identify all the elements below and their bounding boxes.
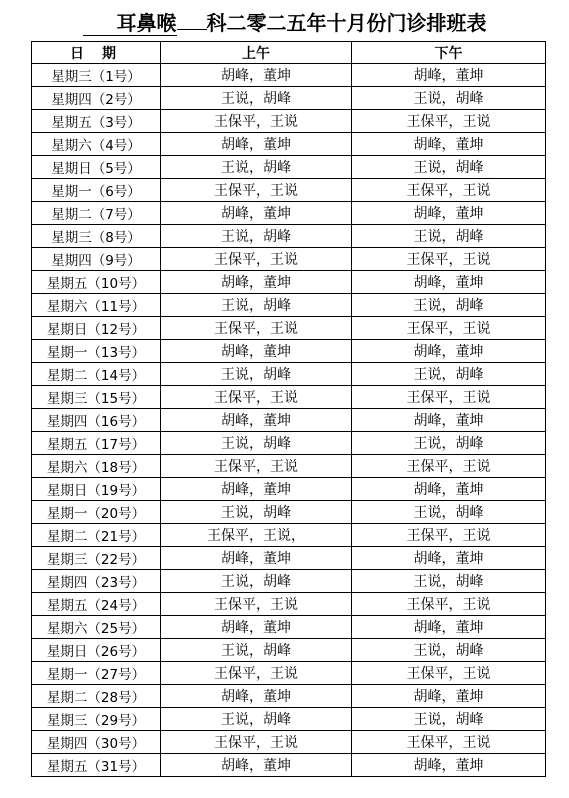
title-department-blank bbox=[177, 29, 207, 30]
table-row bbox=[32, 501, 546, 524]
table-row bbox=[32, 708, 546, 731]
table-row bbox=[32, 639, 546, 662]
table-row bbox=[32, 271, 546, 294]
date-cell: 星期四（9号） bbox=[32, 248, 161, 271]
table-row bbox=[32, 294, 546, 317]
table-row bbox=[32, 547, 546, 570]
morning-cell: 王保平，王说 bbox=[161, 731, 352, 754]
afternoon-cell: 王保平，王说 bbox=[352, 662, 546, 685]
date-cell: 星期三（15号） bbox=[32, 386, 161, 409]
morning-cell: 王保平，王说， bbox=[161, 524, 352, 547]
date-cell: 星期四（2号） bbox=[32, 87, 161, 110]
date-cell: 星期四（30号） bbox=[32, 731, 161, 754]
morning-cell: 王说，胡峰 bbox=[161, 156, 352, 179]
column-header-afternoon: 下午 bbox=[352, 42, 546, 64]
morning-cell: 王说，胡峰 bbox=[161, 225, 352, 248]
morning-cell: 王说，胡峰 bbox=[161, 708, 352, 731]
afternoon-cell: 胡峰，董坤 bbox=[352, 547, 546, 570]
morning-cell: 王保平，王说 bbox=[161, 248, 352, 271]
title-department-text: 耳鼻喉 bbox=[116, 11, 177, 35]
morning-cell: 王保平，王说 bbox=[161, 110, 352, 133]
morning-cell: 胡峰，董坤 bbox=[161, 133, 352, 156]
afternoon-cell: 胡峰，董坤 bbox=[352, 685, 546, 708]
table-row bbox=[32, 110, 546, 133]
table-row bbox=[32, 202, 546, 225]
date-cell: 星期四（16号） bbox=[32, 409, 161, 432]
date-cell: 星期二（21号） bbox=[32, 524, 161, 547]
afternoon-cell: 胡峰，董坤 bbox=[352, 340, 546, 363]
afternoon-cell: 胡峰，董坤 bbox=[352, 478, 546, 501]
morning-cell: 胡峰，董坤 bbox=[161, 64, 352, 87]
date-cell: 星期六（18号） bbox=[32, 455, 161, 478]
afternoon-cell: 王说，胡峰 bbox=[352, 570, 546, 593]
table-row bbox=[32, 64, 546, 87]
afternoon-cell: 王保平，王说 bbox=[352, 386, 546, 409]
table-row bbox=[32, 156, 546, 179]
afternoon-cell: 王保平，王说 bbox=[352, 317, 546, 340]
afternoon-cell: 胡峰，董坤 bbox=[352, 133, 546, 156]
afternoon-cell: 王保平，王说 bbox=[352, 455, 546, 478]
date-cell: 星期三（29号） bbox=[32, 708, 161, 731]
date-cell: 星期四（23号） bbox=[32, 570, 161, 593]
afternoon-cell: 王保平，王说 bbox=[352, 593, 546, 616]
date-cell: 星期一（13号） bbox=[32, 340, 161, 363]
afternoon-cell: 王保平，王说 bbox=[352, 248, 546, 271]
morning-cell: 王保平，王说 bbox=[161, 455, 352, 478]
morning-cell: 王说，胡峰 bbox=[161, 87, 352, 110]
date-cell: 星期五（10号） bbox=[32, 271, 161, 294]
morning-cell: 王说，胡峰 bbox=[161, 501, 352, 524]
title-department bbox=[83, 11, 177, 36]
afternoon-cell: 胡峰，董坤 bbox=[352, 409, 546, 432]
morning-cell: 胡峰，董坤 bbox=[161, 202, 352, 225]
schedule-table bbox=[31, 41, 546, 777]
date-cell: 星期一（6号） bbox=[32, 179, 161, 202]
date-cell: 星期三（22号） bbox=[32, 547, 161, 570]
table-row bbox=[32, 225, 546, 248]
afternoon-cell: 王说，胡峰 bbox=[352, 294, 546, 317]
table-row bbox=[32, 179, 546, 202]
date-cell: 星期二（14号） bbox=[32, 363, 161, 386]
table-row bbox=[32, 317, 546, 340]
morning-cell: 王保平，王说 bbox=[161, 179, 352, 202]
table-row bbox=[32, 455, 546, 478]
table-row bbox=[32, 386, 546, 409]
morning-cell: 胡峰，董坤 bbox=[161, 547, 352, 570]
morning-cell: 胡峰，董坤 bbox=[161, 685, 352, 708]
date-cell: 星期二（7号） bbox=[32, 202, 161, 225]
morning-cell: 胡峰，董坤 bbox=[161, 478, 352, 501]
date-cell: 星期五（31号） bbox=[32, 754, 161, 777]
table-row bbox=[32, 133, 546, 156]
afternoon-cell: 王保平，王说 bbox=[352, 110, 546, 133]
morning-cell: 王保平，王说 bbox=[161, 593, 352, 616]
schedule-body bbox=[32, 64, 546, 777]
afternoon-cell: 王说，胡峰 bbox=[352, 639, 546, 662]
table-row bbox=[32, 731, 546, 754]
afternoon-cell: 胡峰，董坤 bbox=[352, 271, 546, 294]
afternoon-cell: 胡峰，董坤 bbox=[352, 202, 546, 225]
afternoon-cell: 王保平，王说 bbox=[352, 179, 546, 202]
afternoon-cell: 王保平，王说 bbox=[352, 731, 546, 754]
date-cell: 星期五（17号） bbox=[32, 432, 161, 455]
title-text: 科二零二五年十月份门诊排班表 bbox=[206, 11, 487, 35]
afternoon-cell: 王说，胡峰 bbox=[352, 363, 546, 386]
afternoon-cell: 王说，胡峰 bbox=[352, 432, 546, 455]
table-row bbox=[32, 616, 546, 639]
afternoon-cell: 王说，胡峰 bbox=[352, 156, 546, 179]
column-header-morning: 上午 bbox=[161, 42, 352, 64]
afternoon-cell: 王说，胡峰 bbox=[352, 501, 546, 524]
table-row bbox=[32, 409, 546, 432]
morning-cell: 王说，胡峰 bbox=[161, 639, 352, 662]
afternoon-cell: 胡峰，董坤 bbox=[352, 616, 546, 639]
date-cell: 星期日（12号） bbox=[32, 317, 161, 340]
morning-cell: 王说，胡峰 bbox=[161, 363, 352, 386]
morning-cell: 胡峰，董坤 bbox=[161, 616, 352, 639]
table-row bbox=[32, 593, 546, 616]
table-row bbox=[32, 754, 546, 777]
date-cell: 星期六（25号） bbox=[32, 616, 161, 639]
date-cell: 星期六（11号） bbox=[32, 294, 161, 317]
morning-cell: 王保平，王说 bbox=[161, 317, 352, 340]
afternoon-cell: 王保平，王说 bbox=[352, 524, 546, 547]
date-cell: 星期一（27号） bbox=[32, 662, 161, 685]
morning-cell: 王说，胡峰 bbox=[161, 432, 352, 455]
morning-cell: 胡峰，董坤 bbox=[161, 340, 352, 363]
afternoon-cell: 王说，胡峰 bbox=[352, 87, 546, 110]
date-cell: 星期日（19号） bbox=[32, 478, 161, 501]
date-cell: 星期二（28号） bbox=[32, 685, 161, 708]
afternoon-cell: 王说，胡峰 bbox=[352, 708, 546, 731]
afternoon-cell: 王说，胡峰 bbox=[352, 225, 546, 248]
date-cell: 星期日（5号） bbox=[32, 156, 161, 179]
morning-cell: 胡峰，董坤 bbox=[161, 409, 352, 432]
morning-cell: 胡峰，董坤 bbox=[161, 271, 352, 294]
date-cell: 星期三（8号） bbox=[32, 225, 161, 248]
table-row bbox=[32, 363, 546, 386]
table-header-row bbox=[32, 42, 546, 64]
date-cell: 星期日（26号） bbox=[32, 639, 161, 662]
table-row bbox=[32, 685, 546, 708]
morning-cell: 王说，胡峰 bbox=[161, 294, 352, 317]
morning-cell: 胡峰，董坤 bbox=[161, 754, 352, 777]
table-row bbox=[32, 570, 546, 593]
page-title bbox=[0, 8, 569, 38]
table-row bbox=[32, 87, 546, 110]
morning-cell: 王保平，王说 bbox=[161, 662, 352, 685]
date-cell: 星期三（1号） bbox=[32, 64, 161, 87]
morning-cell: 王说，胡峰 bbox=[161, 570, 352, 593]
table-row bbox=[32, 478, 546, 501]
table-row bbox=[32, 662, 546, 685]
date-cell: 星期一（20号） bbox=[32, 501, 161, 524]
table-row bbox=[32, 340, 546, 363]
afternoon-cell: 胡峰，董坤 bbox=[352, 754, 546, 777]
date-cell: 星期五（3号） bbox=[32, 110, 161, 133]
afternoon-cell: 胡峰，董坤 bbox=[352, 64, 546, 87]
table-row bbox=[32, 524, 546, 547]
column-header-date: 日期 bbox=[32, 42, 161, 64]
morning-cell: 王保平，王说 bbox=[161, 386, 352, 409]
date-cell: 星期六（4号） bbox=[32, 133, 161, 156]
date-cell: 星期五（24号） bbox=[32, 593, 161, 616]
table-row bbox=[32, 432, 546, 455]
table-row bbox=[32, 248, 546, 271]
